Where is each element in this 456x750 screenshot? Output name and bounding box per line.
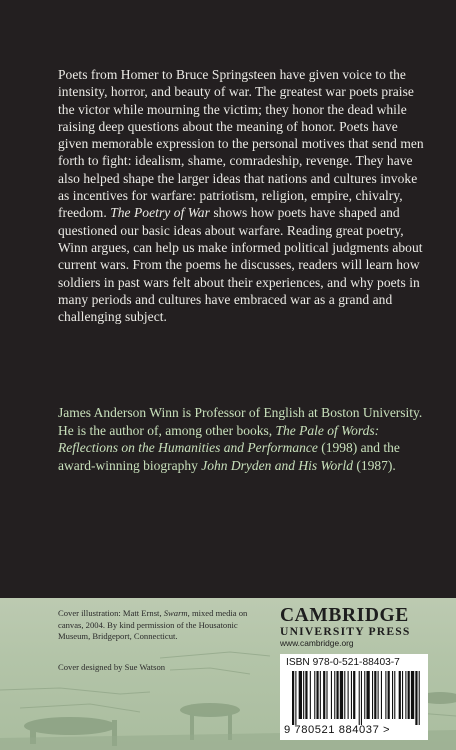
barcode-digits: 9 780521 884037 > <box>284 724 391 736</box>
author-bio-part-2: (1998) and the award-winning biography <box>58 440 400 473</box>
author-bio-part-1: James Anderson Winn is Professor of English at Boston University. He is the author of, among other books, <box>58 405 423 438</box>
blurb-part-1: Poets from Homer to Bruce Springsteen have given voice to the intensity, horror, and beauty of war. The greatest war poets praise the victor while mourning the victim; they honor the dead while raising deep questions about the meaning of honor. Poets have given memorable expression to the personal motives that send men forth to fight: idealism, shame, comradeship, revenge. They have also helped shape the larger ideas that nations and cultures invoke as incentives for warfare: patriotism, religion, empire, chivalry, freedom. <box>58 67 424 221</box>
publisher-url: www.cambridge.org <box>280 638 354 648</box>
book-title-italic: The Poetry of War <box>110 205 210 221</box>
author-bio <box>58 404 434 474</box>
publisher-logo <box>280 606 440 649</box>
author-bio-part-3: (1987). <box>352 457 396 473</box>
isbn-barcode-box <box>280 654 428 740</box>
credit-prefix: Cover illustration: Matt Ernst, <box>58 608 164 618</box>
isbn-label: ISBN 978-0-521-88403-7 <box>286 657 400 668</box>
publisher-press: UNIVERSITY PRESS <box>280 625 411 638</box>
author-book-2: John Dryden and His World <box>201 457 353 473</box>
barcode-icon <box>292 671 422 725</box>
back-cover-illustration-panel <box>0 598 456 750</box>
author-book-1: The Pale of Words: Reflections on the Humanities and Performance <box>58 422 380 455</box>
credit-artwork-title: Swarm <box>163 608 188 618</box>
cover-illustration-credit <box>58 608 258 643</box>
blurb-part-2: shows how poets have shaped and questioned our basic ideas about warfare. Reading great poetry, Winn argues, can help us make informed political judgments about current wars. From the poems he discusses, readers will learn how soldiers in past wars felt about their experiences, and why poets in many periods and cultures have embraced war as a grand and challenging subject. <box>58 205 423 325</box>
publisher-name: CAMBRIDGE <box>280 605 409 626</box>
book-description <box>58 66 424 325</box>
credit-suffix: , mixed media on canvas, 2004. By kind permission of the Housatonic Museum, Bridgeport, Connecticut. <box>58 608 248 642</box>
cover-designer-credit: Cover designed by Sue Watson <box>58 662 166 672</box>
